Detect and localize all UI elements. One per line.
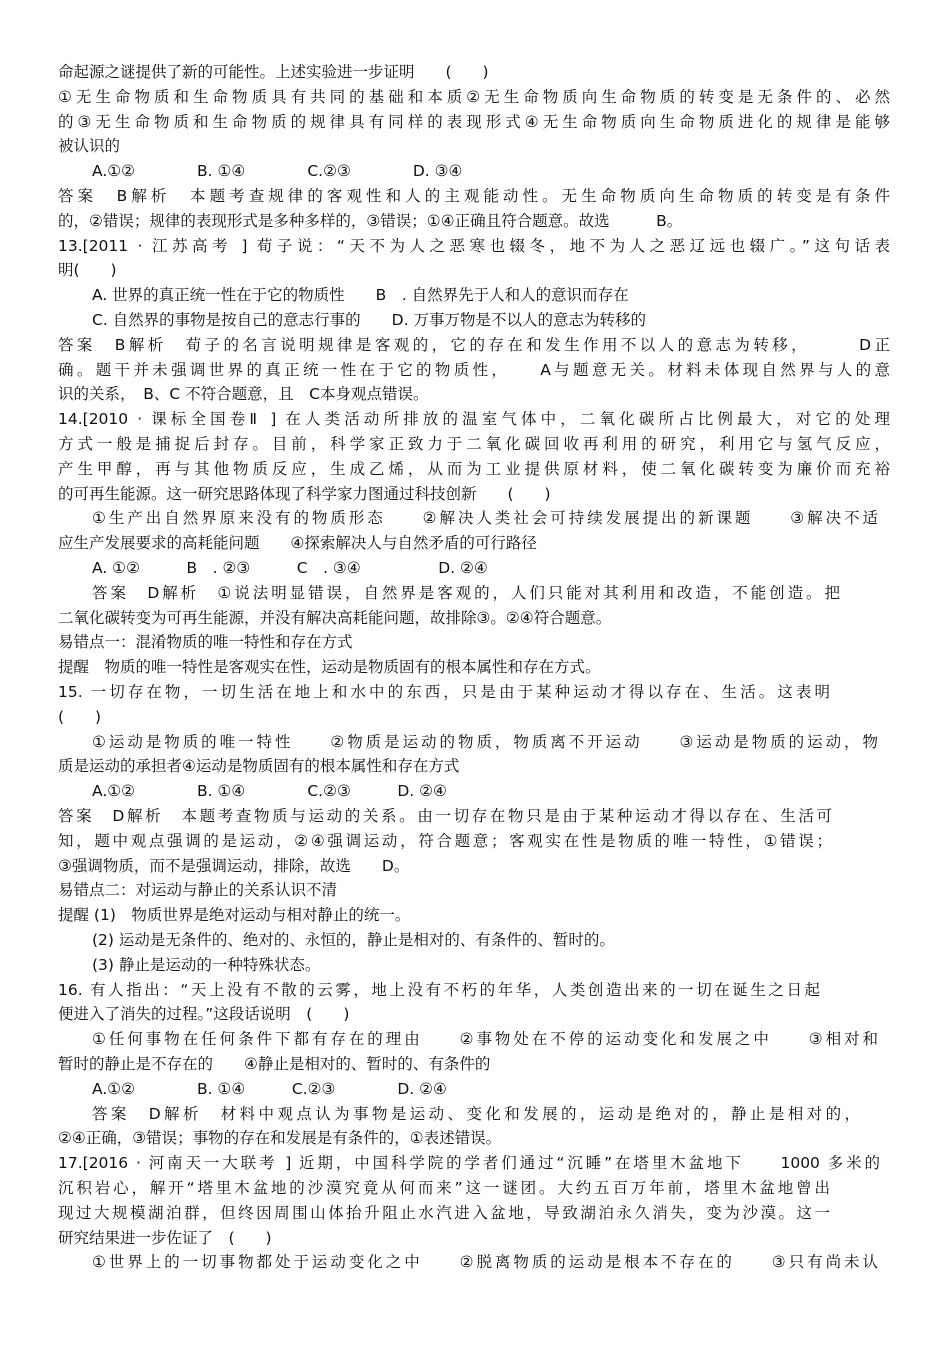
text-line: 产生甲醇，再与其他物质反应，生成乙烯，从而为工业提供原材料，使二氧化碳转变为廉价而充裕 (58, 460, 890, 478)
question-14: 14.[2010 · 课标全国卷Ⅱ ] 在人类活动所排放的温室气体中，二氧化碳所占比例最大，对它的处理 (58, 410, 890, 428)
question-16: 16. 有人指出：“天上没有不散的云雾，地上没有不朽的年华，人类创造出来的一切在诞生之日起 (58, 981, 820, 999)
tip-line: 提醒 物质的唯一特性是客观实在性，运动是物质固有的根本属性和存在方式。 (58, 658, 601, 676)
text-line: 应生产发展要求的高耗能问题 ④探索解决人与自然矛盾的可行路径 (58, 534, 537, 552)
answer-line: 答案 D解析 本题考查物质与运动的关系。由一切存在物只是由于某种运动才得以存在、生活可 (58, 807, 832, 825)
tip-line: (3) 静止是运动的一种特殊状态。 (92, 956, 321, 974)
question-17: 17.[2016 · 河南天一大联考 ] 近期，中国科学院的学者们通过“沉睡”在塔里木盆地下 1000 多米的 (58, 1154, 880, 1172)
text-line: 知，题中观点强调的是运动，②④强调运动，符合题意；客观实在性是物质的唯一特性，①错误； (58, 832, 832, 850)
text-line: ( ) (58, 708, 102, 726)
option-line: A. 世界的真正统一性在于它的物质性 B . 自然界先于人和人的意识而存在 (92, 286, 629, 304)
text-line: 确。题干并未强调世界的真正统一性在于它的物质性， A与题意无关。材料未体现自然界与人的意 (58, 361, 890, 379)
tip-line: 提醒 (1) 物质世界是绝对运动与相对静止的统一。 (58, 906, 411, 924)
option-line: A. ①② B . ②③ C . ③④ D. ②④ (92, 559, 488, 577)
option-line: A.①② B. ①④ C.②③ D. ③④ (92, 162, 463, 180)
answer-line: 答案 D解析 ①说法明显错误，自然界是客观的，人们只能对其利用和改造，不能创造。把 (92, 584, 840, 602)
question-15: 15. 一切存在物，一切生活在地上和水中的东西，只是由于某种运动才得以存在、生活。这表明 (58, 683, 830, 701)
question-13: 13.[2011 · 江苏高考 ] 荀子说：“天不为人之恶寒也辍冬，地不为人之恶辽远也辍广。”这句话表 (58, 237, 890, 255)
option-line: C. 自然界的事物是按自己的意志行事的 D. 万事万物是不以人的意志为转移的 (92, 311, 646, 329)
text-line: ①任何事物在任何条件下都有存在的理由 ②事物处在不停的运动变化和发展之中 ③相对和 (92, 1030, 878, 1048)
text-line: 被认识的 (58, 137, 121, 155)
text-line: 质是运动的承担者④运动是物质固有的根本属性和存在方式 (58, 757, 460, 775)
text-line: 现过大规模湖泊群，但终因周围山体抬升阻止水汽进入盆地，导致湖泊永久消失，变为沙漠。这一 (58, 1204, 830, 1222)
text-line: 方式一般是捕捉后封存。目前，科学家正致力于二氧化碳回收再利用的研究，利用它与氢气反应， (58, 435, 890, 453)
text-line: ①世界上的一切事物都处于运动变化之中 ②脱离物质的运动是根本不存在的 ③只有尚未认 (92, 1253, 878, 1271)
text-line: 的③无生命物质和生命物质的规律具有同样的表现形式④无生命物质向生命物质进化的规律是能够 (58, 113, 890, 131)
text-line: 研究结果进一步佐证了 ( ) (58, 1229, 272, 1247)
text-line: 的可再生能源。这一研究思路体现了科学家力图通过科技创新 ( ) (58, 485, 551, 503)
text-line: 沉积岩心，解开“塔里木盆地的沙漠究竟从何而来”这一谜团。大约五百万年前，塔里木盆地曾出 (58, 1179, 830, 1197)
text-line: 识的关系， B、C 不符合题意，且 C本身观点错误。 (58, 385, 429, 403)
answer-line: 答案 B解析 荀子的名言说明规律是客观的，它的存在和发生作用不以人的意志为转移， D正 (58, 336, 890, 354)
text-line: ①生产出自然界原来没有的物质形态 ②解决人类社会可持续发展提出的新课题 ③解决不适 (92, 509, 878, 527)
text-line: 命起源之谜提供了新的可能性。上述实验进一步证明 ( ) (58, 63, 489, 81)
text-line: 的，②错误；规律的表现形式是多种多样的，③错误；①④正确且符合题意。故选 B。 (58, 212, 683, 230)
option-line: A.①② B. ①④ C.②③ D. ②④ (92, 1080, 447, 1098)
text-line: ①无生命物质和生命物质具有共同的基础和本质②无生命物质向生命物质的转变是无条件的、必然 (58, 88, 890, 106)
tip-line: (2) 运动是无条件的、绝对的、永恒的，静止是相对的、有条件的、暂时的。 (92, 931, 615, 949)
text-line: 暂时的静止是不存在的 ④静止是相对的、暂时的、有条件的 (58, 1055, 491, 1073)
text-line: ③强调物质，而不是强调运动，排除，故选 D。 (58, 857, 410, 875)
option-line: A.①② B. ①④ C.②③ D. ②④ (92, 782, 447, 800)
section-heading: 易错点二：对运动与静止的关系认识不清 (58, 881, 338, 899)
section-heading: 易错点一：混淆物质的唯一特性和存在方式 (58, 633, 353, 651)
answer-line: 答案 B解析 本题考查规律的客观性和人的主观能动性。无生命物质向生命物质的转变是有条件 (58, 187, 890, 205)
text-line: ①运动是物质的唯一特性 ②物质是运动的物质，物质离不开运动 ③运动是物质的运动，物 (92, 733, 878, 751)
answer-line: 答案 D解析 材料中观点认为事物是运动、变化和发展的，运动是绝对的，静止是相对的， (92, 1105, 860, 1123)
text-line: 二氧化碳转变为可再生能源，并没有解决高耗能问题，故排除③。②④符合题意。 (58, 609, 612, 627)
text-line: 明( ) (58, 261, 117, 279)
text-line: ②④正确，③错误；事物的存在和发展是有条件的，①表述错误。 (58, 1129, 502, 1147)
text-line: 便进入了消失的过程。”这段话说明 ( ) (58, 1005, 350, 1023)
